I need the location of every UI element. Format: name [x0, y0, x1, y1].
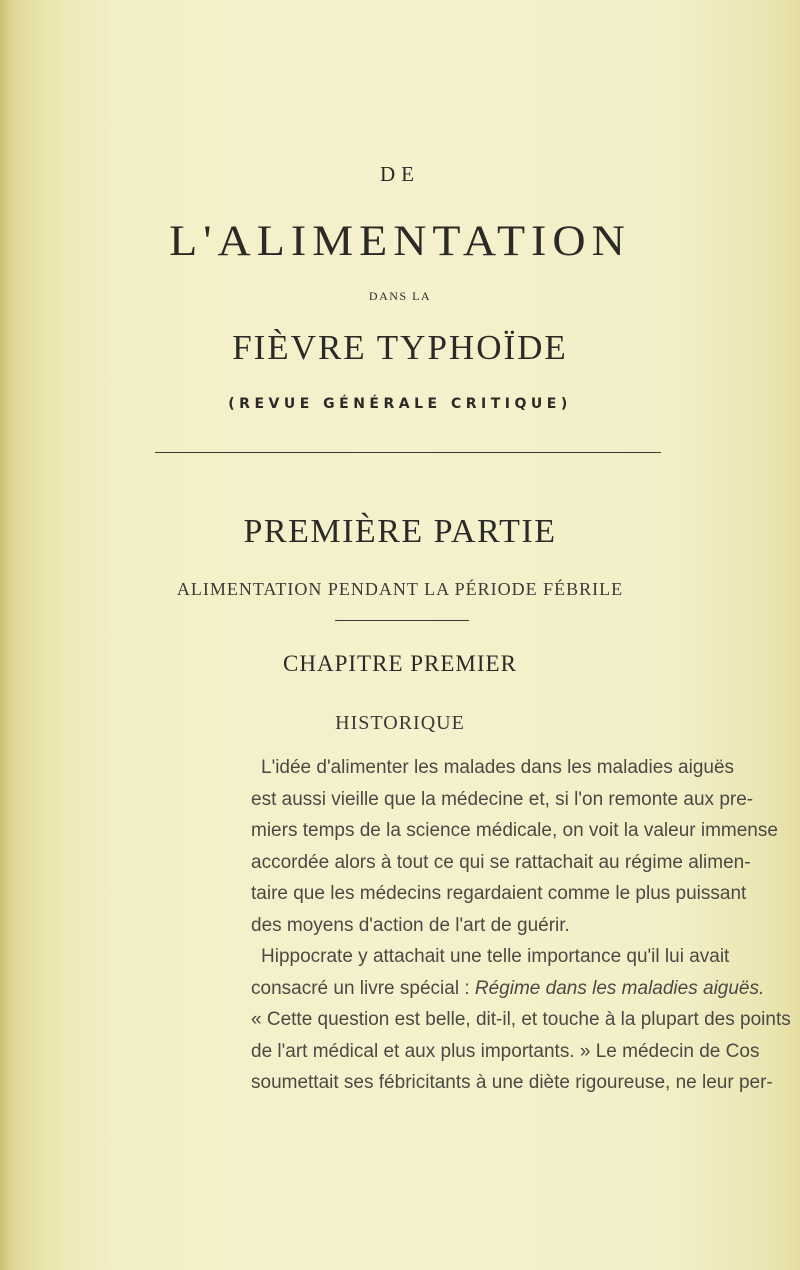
short-divider-rule — [335, 620, 469, 621]
body-line: « Cette question est belle, dit-il, et touche à la plupart des points — [251, 1009, 791, 1030]
body-line: L'idée d'alimenter les malades dans les maladies aiguës — [261, 757, 735, 778]
body-line — [251, 973, 764, 1005]
main-title: L'ALIMENTATION — [169, 216, 631, 265]
body-line: soumettait ses fébricitants à une diète rigoureuse, ne leur per- — [251, 1072, 773, 1093]
body-line: des moyens d'action de l'art de guérir. — [251, 914, 570, 936]
title-subject: FIÈVRE TYPHOÏDE — [232, 328, 568, 367]
body-line: de l'art médical et aux plus importants. » Le médecin de Cos — [251, 1040, 760, 1062]
page-edge-shadow — [0, 0, 14, 1270]
body-line: accordée alors à tout ce qui se rattachait au régime alimen- — [251, 851, 751, 873]
body-line: miers temps de la science médicale, on voit la valeur immense — [251, 820, 778, 841]
body-line: taire que les médecins regardaient comme le plus puissant — [251, 883, 747, 904]
title-qualifier: (REVUE GÉNÉRALE CRITIQUE) — [228, 396, 572, 412]
section-title: HISTORIQUE — [335, 712, 465, 734]
title-connector: DANS LA — [368, 289, 432, 303]
chapter-title: CHAPITRE PREMIER — [283, 651, 517, 676]
title-prefix: DE — [380, 162, 420, 186]
body-line: Hippocrate y attachait une telle importance qu'il lui avait — [261, 946, 730, 967]
divider-rule — [155, 452, 661, 453]
part-title: PREMIÈRE PARTIE — [243, 513, 557, 550]
book-title: Régime dans les maladies aiguës. — [474, 977, 765, 999]
part-subtitle: ALIMENTATION PENDANT LA PÉRIODE FÉBRILE — [176, 579, 624, 599]
body-line: est aussi vieille que la médecine et, si l'on remonte aux pre- — [251, 788, 754, 810]
body-line-text: consacré un livre spécial : — [251, 977, 475, 999]
